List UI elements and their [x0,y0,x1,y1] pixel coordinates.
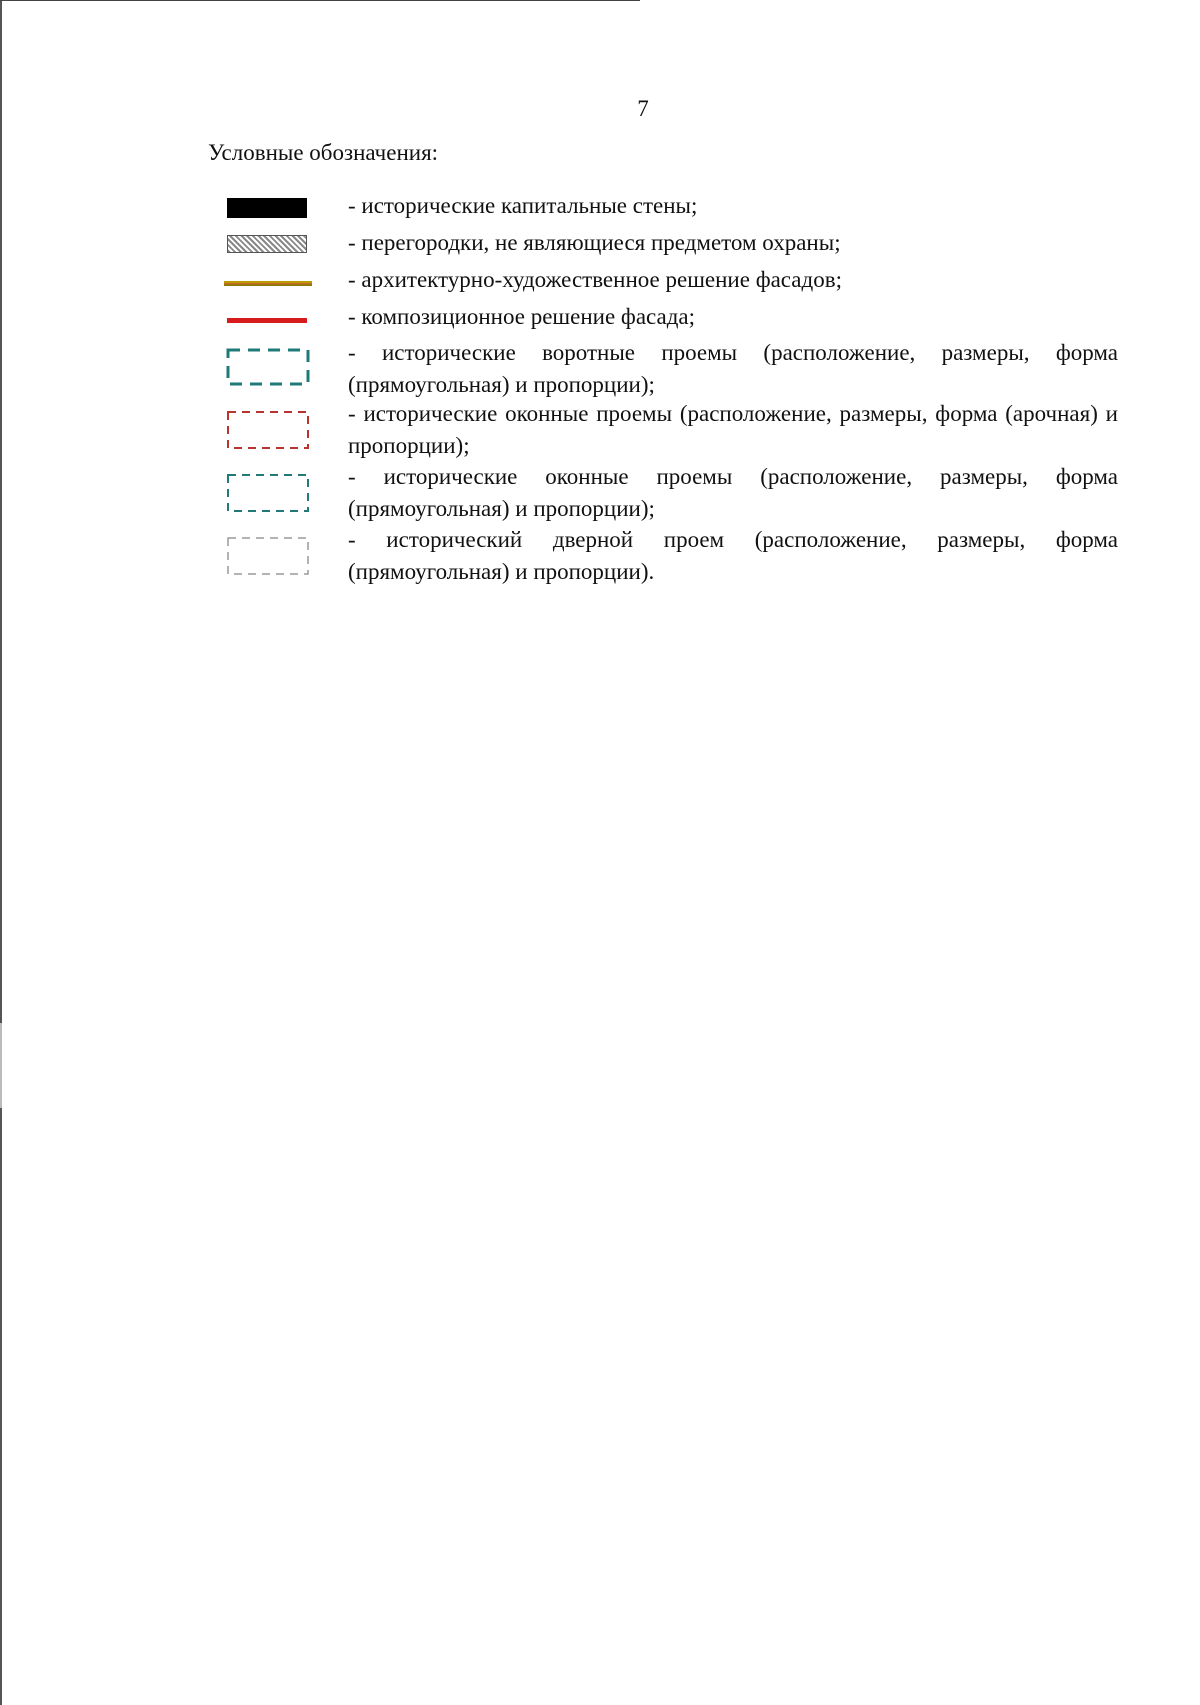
teal-dashed-rect-icon [222,345,310,379]
red-dashed-rect-icon [222,410,310,444]
page-edge-left [0,0,2,1705]
legend-item-text: - перегородки, не являющиеся предметом охраны; [348,230,841,255]
page-number: 7 [637,96,649,121]
legend-item-text: - композиционное решение фасада; [348,304,696,329]
hatched-bar-icon [222,227,310,261]
yellow-line-icon [222,264,310,298]
solid-black-bar-icon [222,190,310,224]
legend-item-text: - исторические воротные проемы (расположение, размеры, форма (прямоугольная) и пропорции); [348,340,1118,397]
legend-item-text: - исторические оконные проемы (расположение, размеры, форма (прямоугольная) и пропорции); [348,464,1118,521]
teal-dashed-rect-icon [222,473,310,507]
legend-item-text: - исторические оконные проемы (расположение, размеры, форма (арочная) и пропорции); [348,401,1118,458]
legend-item-text: - исторический дверной проем (расположение, размеры, форма (прямоугольная) и пропорции). [348,527,1118,584]
legend-title: Условные обозначения: [208,140,439,165]
red-line-icon [222,301,310,335]
legend-item-text: - исторические капитальные стены; [348,193,698,218]
legend-item-text: - архитектурно-художественное решение фасадов; [348,267,842,292]
grey-dashed-rect-icon [222,536,310,570]
page-edge-top [0,0,640,1]
